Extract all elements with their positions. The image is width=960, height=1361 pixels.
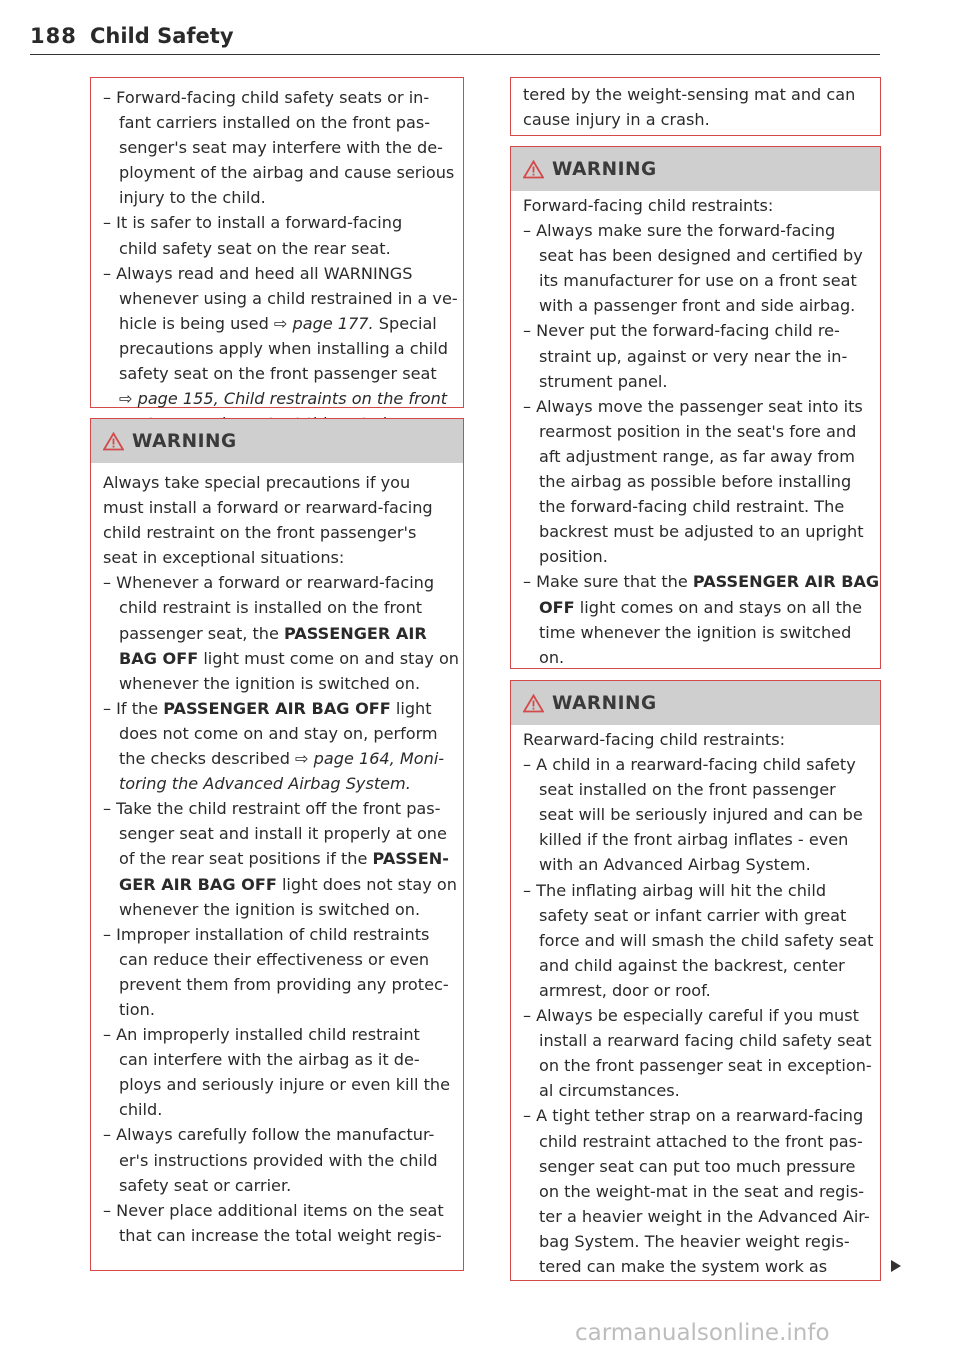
text-segment: toring the Advanced Airbag System. xyxy=(119,774,411,794)
text-line: on the weight-mat in the seat and regis- xyxy=(539,1181,865,1201)
text-line: Always take special precautions if you xyxy=(103,473,411,492)
text-line: does not come on and stay on, perform xyxy=(119,723,438,743)
text-segment: passenger seat, the xyxy=(119,623,285,643)
text-line: tered by the weight-sensing mat and can xyxy=(523,85,856,104)
text-line xyxy=(103,646,459,671)
text-line: – Always read and heed all WARNINGS xyxy=(103,263,413,283)
text-line xyxy=(103,621,451,646)
text-line: force and will smash the child safety seat xyxy=(539,930,874,950)
text-line: on the front passenger seat in exception- xyxy=(539,1056,872,1076)
text-line: seat in exceptional situations: xyxy=(103,548,345,568)
text-line: bag System. The heavier weight regis- xyxy=(539,1231,850,1251)
text-line: senger seat and install it properly at one xyxy=(119,824,447,844)
continue-arrow-icon xyxy=(890,1259,902,1273)
left-warning-body xyxy=(91,463,463,1258)
text-line: straint up, against or very near the in- xyxy=(539,346,848,366)
text-line xyxy=(523,569,880,594)
text-line: rearmost position in the seat's fore and xyxy=(539,421,857,441)
right-warning-1-body xyxy=(511,191,880,680)
bold-term: PASSENGER AIR xyxy=(284,623,427,643)
text-line: whenever the ignition is switched on. xyxy=(119,673,421,693)
text-line: senger seat can put too much pressure xyxy=(539,1156,856,1176)
bold-term: PASSEN- xyxy=(372,849,449,869)
text-line: whenever the ignition is switched on. xyxy=(119,899,421,919)
text-line: child restraint on the front passenger's xyxy=(103,523,417,543)
text-line: er's instructions provided with the child xyxy=(119,1150,438,1170)
text-line: aft adjustment range, as far away from xyxy=(539,446,855,466)
right-continuation-box xyxy=(510,77,881,136)
text-line: Rearward-facing child restraints: xyxy=(523,730,786,749)
text-line: with an Advanced Airbag System. xyxy=(539,855,811,875)
page-number: 188 xyxy=(30,24,77,48)
text-line: its manufacturer for use on a front seat xyxy=(539,271,857,291)
watermark: carmanualsonline.info xyxy=(575,1320,830,1346)
text-line: – Always be especially careful if you must xyxy=(523,1006,859,1026)
text-line: – Always move the passenger seat into its xyxy=(523,396,863,416)
text-line: – An improperly installed child restraint xyxy=(103,1025,420,1045)
text-line: whenever using a child restrained in a ve- xyxy=(119,288,458,308)
text-line: – Take the child restraint off the front pas- xyxy=(103,799,441,819)
text-line: – Improper installation of child restraints xyxy=(103,924,430,944)
text-line: can interfere with the airbag as it de- xyxy=(119,1050,420,1070)
right-warning-box-forward xyxy=(510,146,881,669)
text-segment: of the rear seat positions if the xyxy=(119,849,373,869)
text-line xyxy=(103,311,451,336)
right-top-box-body xyxy=(511,78,880,142)
text-line: position. xyxy=(539,547,608,567)
text-line: al circumstances. xyxy=(539,1081,680,1101)
text-line: – Never put the forward-facing child re- xyxy=(523,321,840,341)
text-line: – Whenever a forward or rearward-facing xyxy=(103,573,435,593)
text-segment: the checks described xyxy=(119,749,296,769)
text-line: can reduce their effectiveness or even xyxy=(119,949,430,969)
text-line: – The inflating airbag will hit the child xyxy=(523,880,827,900)
text-line xyxy=(103,846,451,871)
text-line: strument panel. xyxy=(539,371,668,391)
text-line: – Always make sure the forward-facing xyxy=(523,221,836,241)
text-segment: Special xyxy=(373,313,437,333)
text-line xyxy=(103,771,451,796)
text-line: seat installed on the front passenger xyxy=(539,780,836,800)
text-line: must install a forward or rearward-facing xyxy=(103,498,433,518)
text-line: ter a heavier weight in the Advanced Air- xyxy=(539,1206,870,1226)
text-line: child restraint is installed on the front xyxy=(119,598,423,618)
text-segment: light xyxy=(390,698,432,718)
text-line: fant carriers installed on the front pas- xyxy=(119,113,431,133)
text-line: Forward-facing child restraints: xyxy=(523,196,774,215)
text-line: with a passenger front and side airbag. xyxy=(539,296,856,316)
text-line: the airbag as possible before installing xyxy=(539,472,852,492)
text-line: that can increase the total weight regis- xyxy=(119,1225,442,1245)
text-line: child safety seat on the rear seat. xyxy=(119,238,391,258)
bold-term: BAG OFF xyxy=(119,648,199,668)
warning-header xyxy=(91,419,463,463)
text-segment: – If the xyxy=(103,698,164,718)
text-line: install a rearward facing child safety seat xyxy=(539,1031,872,1051)
text-line: – Forward-facing child safety seats or in- xyxy=(103,88,430,107)
text-line: senger's seat may interfere with the de- xyxy=(119,138,443,158)
page-reference-link[interactable]: ⇨ page 155, Child restraints on the front xyxy=(119,389,448,409)
text-line: seat will be seriously injured and can be xyxy=(539,805,863,825)
text-line: safety seat on the front passenger seat xyxy=(119,364,437,384)
text-line: tion. xyxy=(119,999,155,1019)
text-line: on. xyxy=(539,647,565,667)
bold-term: OFF xyxy=(539,597,575,617)
text-line: precautions apply when installing a child xyxy=(119,338,448,358)
text-line: – It is safer to install a forward-facing xyxy=(103,213,403,233)
text-line: cause injury in a crash. xyxy=(523,110,710,130)
text-line xyxy=(103,696,451,721)
text-line xyxy=(103,386,451,411)
text-line: safety seat or carrier. xyxy=(119,1175,292,1195)
left-continuation-box xyxy=(90,77,464,408)
text-line: seat has been designed and certified by xyxy=(539,246,863,266)
text-line: ploys and seriously injure or even kill the xyxy=(119,1075,450,1095)
text-line: child. xyxy=(119,1100,163,1120)
warning-triangle-icon xyxy=(523,160,544,179)
left-top-box-body xyxy=(91,78,463,446)
text-line: ployment of the airbag and cause serious xyxy=(119,163,455,183)
text-line xyxy=(103,872,457,897)
bold-term: GER AIR BAG OFF xyxy=(119,874,277,894)
right-warning-2-body xyxy=(511,725,880,1289)
warning-triangle-icon xyxy=(103,432,124,451)
right-warning-box-rearward xyxy=(510,680,881,1281)
text-segment: – Make sure that the xyxy=(523,572,693,592)
text-line: tered can make the system work as xyxy=(539,1256,828,1276)
text-segment: hicle is being used xyxy=(119,313,274,333)
text-line: safety seat or infant carrier with great xyxy=(539,905,847,925)
warning-title: WARNING xyxy=(132,430,237,452)
section-title: Child Safety xyxy=(90,24,234,48)
text-segment: light must come on and stay on xyxy=(198,648,459,668)
warning-header xyxy=(511,681,880,725)
warning-header xyxy=(511,147,880,191)
text-segment: light comes on and stays on all the xyxy=(574,597,862,617)
bold-term: PASSENGER AIR BAG xyxy=(692,572,880,592)
text-line xyxy=(523,595,868,620)
page-reference-link[interactable]: ⇨ page 164, Moni- xyxy=(295,749,445,769)
text-line: child restraint attached to the front pas- xyxy=(539,1131,863,1151)
text-line: armrest, door or roof. xyxy=(539,980,711,1000)
text-line: – A tight tether strap on a rearward-facing xyxy=(523,1106,864,1126)
bold-term: PASSENGER AIR BAG OFF xyxy=(163,698,391,718)
warning-triangle-icon xyxy=(523,694,544,713)
text-line: backrest must be adjusted to an upright xyxy=(539,522,864,542)
text-line: prevent them from providing any protec- xyxy=(119,974,449,994)
text-line xyxy=(103,746,451,771)
text-line: – Always carefully follow the manufactur- xyxy=(103,1125,435,1145)
page-header xyxy=(30,24,880,55)
text-line: injury to the child. xyxy=(119,188,266,208)
text-line: time whenever the ignition is switched xyxy=(539,622,852,642)
text-line: – A child in a rearward-facing child safety xyxy=(523,755,856,775)
page-reference-link[interactable]: ⇨ page 177. xyxy=(273,313,374,333)
text-line: – Never place additional items on the seat xyxy=(103,1200,444,1220)
left-warning-box xyxy=(90,418,464,1271)
text-segment: light does not stay on xyxy=(276,874,457,894)
text-line: killed if the front airbag inflates - even xyxy=(539,830,849,850)
text-line: the forward-facing child restraint. The xyxy=(539,497,845,517)
text-line: and child against the backrest, center xyxy=(539,955,845,975)
warning-title: WARNING xyxy=(552,692,657,714)
warning-title: WARNING xyxy=(552,158,657,180)
